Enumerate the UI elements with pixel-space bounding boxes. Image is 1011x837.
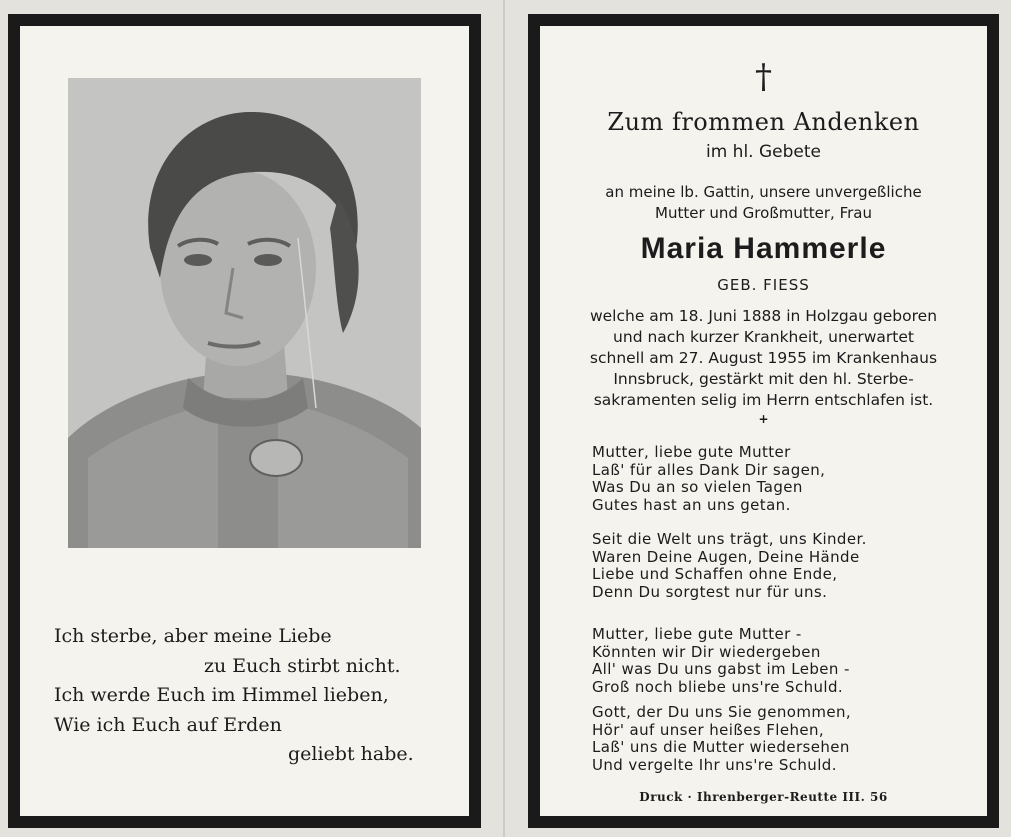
verse-line: Ich sterbe, aber meine Liebe (54, 625, 332, 647)
poem-line: Und vergelte Ihr uns're Schuld. (592, 755, 837, 774)
poem-line: Mutter, liebe gute Mutter (592, 443, 791, 461)
poem-line: Denn Du sorgtest nur für uns. (592, 582, 828, 601)
poem-line: Liebe und Schaffen ohne Ende, (592, 565, 838, 583)
right-card (540, 26, 987, 816)
separator-cross-icon: + (758, 412, 769, 426)
poem-line: Groß noch bliebe uns're Schuld. (592, 677, 844, 696)
printer-imprint: Druck · Ihrenberger-Reutte III. 56 (639, 790, 888, 804)
maiden-name: GEB. FIESS (717, 276, 810, 294)
poem-line: Könnten wir Dir wiedergeben (592, 642, 821, 661)
memorial-text (540, 26, 987, 816)
card-subheading: im hl. Gebete (706, 142, 821, 162)
biography-line: und nach kurzer Krankheit, unerwartet (613, 328, 914, 346)
poem-line: Laß' uns die Mutter wiedersehen (592, 738, 850, 756)
poem-line: Waren Deine Augen, Deine Hände (592, 547, 860, 566)
biography-line: schnell am 27. August 1955 im Krankenhaus (589, 349, 938, 367)
dedication-line: Mutter und Großmutter, Frau (655, 204, 872, 222)
portrait-illustration (68, 78, 421, 548)
poem-stanza (592, 626, 850, 696)
poem-line: Hör' auf unser heißes Flehen, (592, 720, 825, 739)
poem-line: Laß' für alles Dank Dir sagen, (592, 460, 826, 479)
right-card-border (528, 14, 999, 828)
poem-stanza (592, 704, 851, 774)
poem-line: Mutter, liebe gute Mutter - (592, 625, 802, 643)
poem-line: Was Du an so vielen Tagen (592, 478, 803, 496)
poem-line: Gutes hast an uns getan. (592, 495, 791, 514)
verse-line: Wie ich Euch auf Erden (54, 713, 282, 736)
portrait-photo (68, 78, 421, 548)
deceased-name: Maria Hammerle (640, 232, 887, 265)
memorial-verse (54, 622, 454, 770)
biography-text (540, 306, 987, 411)
left-card-border (8, 14, 481, 828)
verse-line: geliebt habe. (288, 743, 414, 765)
poem-stanza (592, 444, 825, 514)
poem-stanza (592, 531, 867, 601)
biography-line: welche am 18. Juni 1888 in Holzgau geboren (589, 307, 938, 325)
card-fold-line (503, 0, 505, 837)
dedication-text (540, 182, 987, 224)
left-card (20, 26, 469, 816)
biography-line: sakramenten selig im Herrn entschlafen ist. (593, 391, 934, 409)
verse-line: zu Euch stirbt nicht. (204, 654, 401, 677)
cross-icon: † (755, 57, 772, 97)
card-heading: Zum frommen Andenken (607, 108, 920, 136)
poem-line: All' was Du uns gabst im Leben - (592, 660, 850, 678)
dedication-line: an meine lb. Gattin, unsere unvergeßliche (605, 183, 922, 201)
poem-line: Gott, der Du uns Sie genommen, (592, 703, 852, 721)
biography-line: Innsbruck, gestärkt mit den hl. Sterbe- (613, 370, 914, 388)
verse-line: Ich werde Euch im Himmel lieben, (54, 684, 389, 706)
poem-line: Seit die Welt uns trägt, uns Kinder. (592, 530, 867, 548)
